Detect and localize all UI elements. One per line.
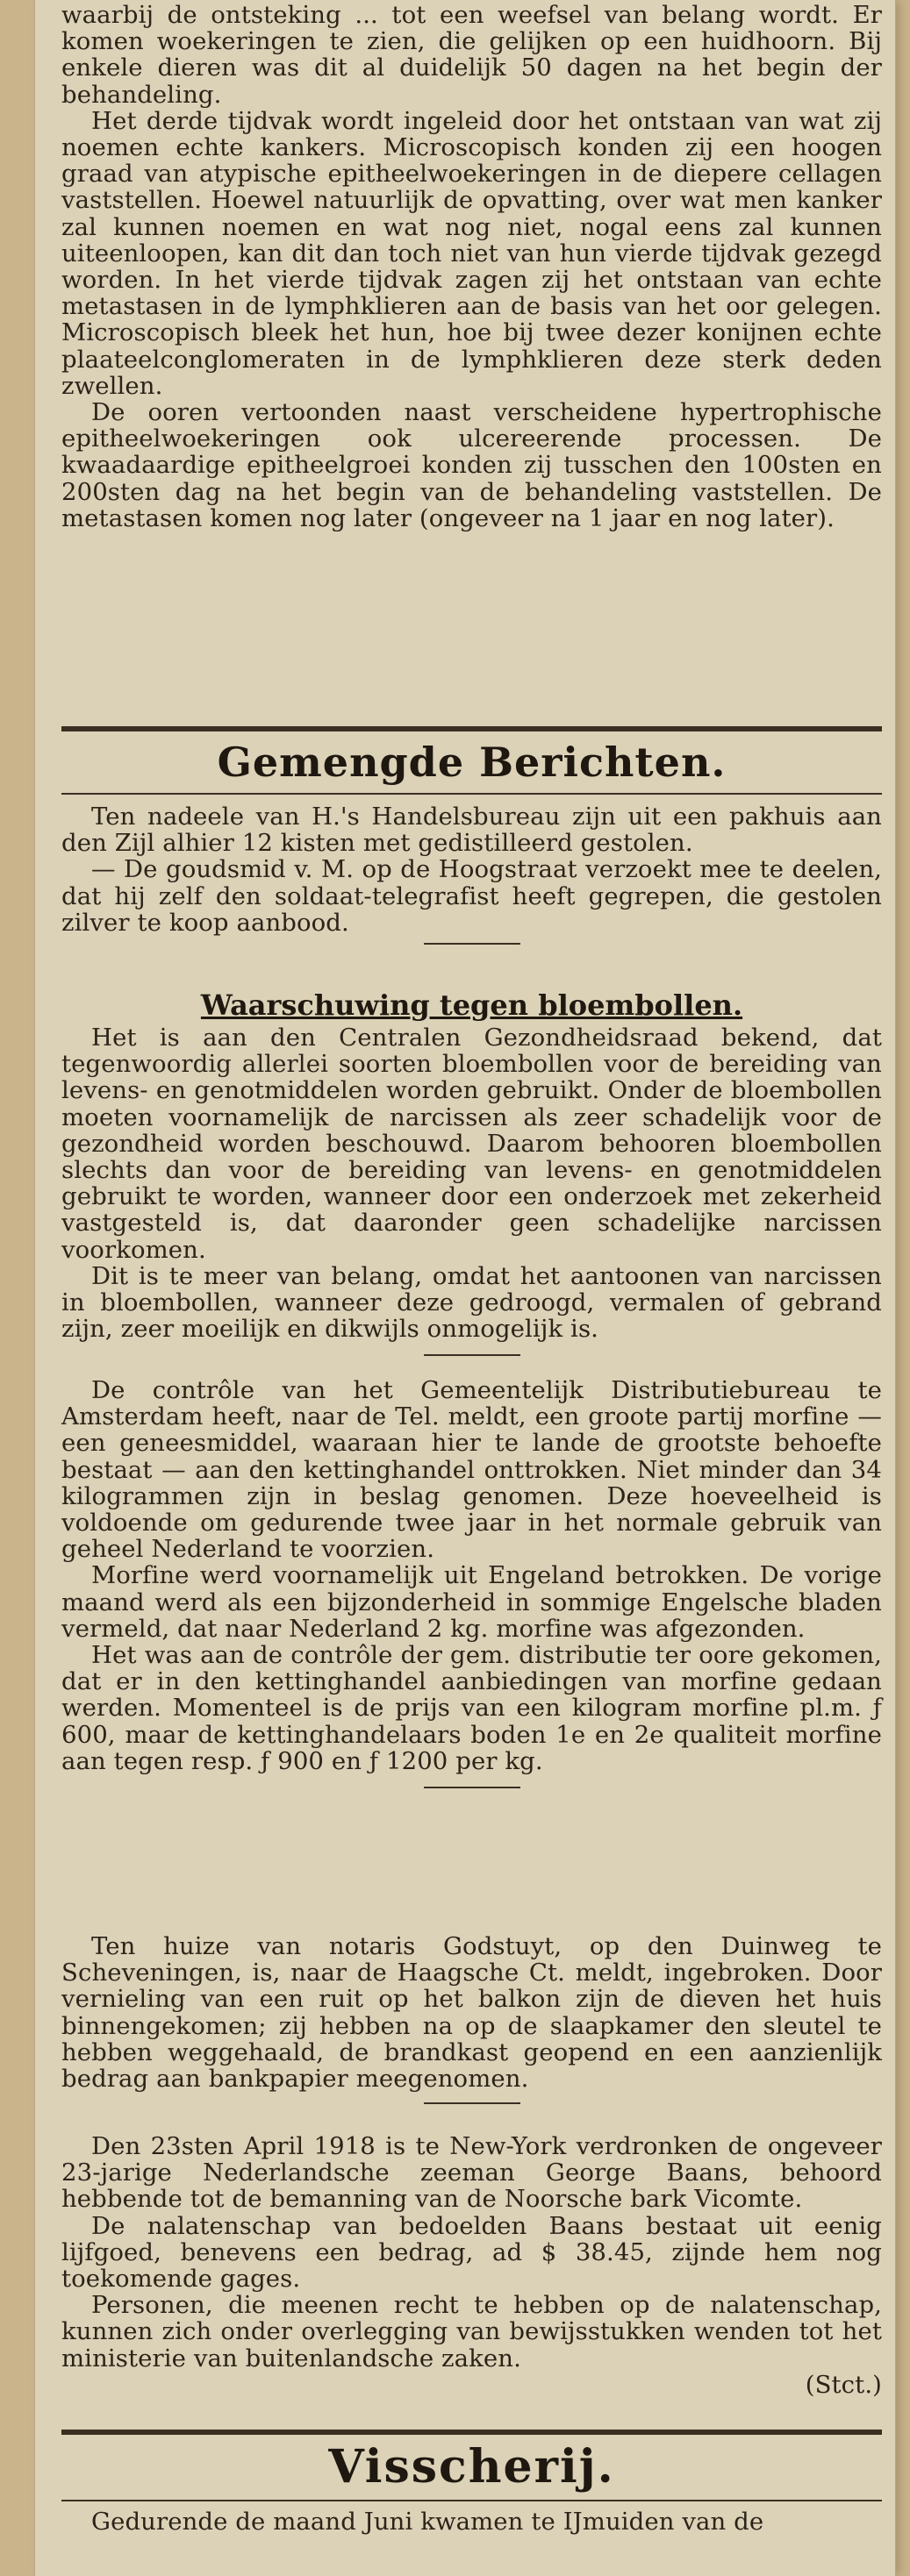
news-item: — De goudsmid v. M. op de Hoogstraat verzoekt mee te deelen, dat hij zelf den soldaat-telegrafist heeft gegrepen, die gestolen zilver te koop aanbood.	[61, 855, 882, 937]
section-bloembollen	[61, 986, 882, 1356]
section-title: Gemengde Berichten.	[217, 739, 727, 786]
article-paragraph: Het derde tijdvak wordt ingeleid door het ontstaan van wat zij noemen echte kankers. Microscopisch konden zij een hoogen graad van atypische epitheelwoekeringen in de diepere cellagen vaststellen. Hoewel natuurlijk de opvatting, over wat men kanker zal kunnen noemen en wat nog niet, nogal eens zal kunnen uiteenloopen, kan dit dan toch niet van hun vierde tijdvak gezegd worden. In het vierde tijdvak zagen zij het ontstaan van echte metastasen in de lymphklieren aan de basis van het oor gelegen. Microscopisch bleek het hun, hoe bij twee dezer konijnen echte plaateelconglomeraten in de lymphklieren deze sterk deden zwellen.	[61, 106, 882, 400]
section-rule	[61, 793, 882, 795]
item-separator	[424, 2102, 520, 2104]
section-godstuyt	[61, 1933, 882, 2104]
newspaper-clipping	[35, 0, 895, 2576]
section-rule	[61, 2500, 882, 2501]
source-note: (Stct.)	[805, 2370, 882, 2399]
article-paragraph: Ten huize van notaris Godstuyt, op den Duinweg te Scheveningen, is, naar de Haagsche Ct. meldt, ingebroken. Door vernieling van een ruit op het balkon zijn de dieven het huis binnengekomen; zij hebben na op de slaapkamer den sleutel te hebben weggehaald, de brandkast geopend en een aanzienlijk bedrag aan bankpapier meegenomen.	[61, 1932, 882, 2094]
article-paragraph: Het was aan de contrôle der gem. distributie ter oore gekomen, dat er in den kettinghandel aanbiedingen van morfine gedaan werden. Momenteel is de prijs van een kilogram morfine pl.m. ƒ 600, maar de kettinghandelaars boden 1e en 2e qualiteit morfine aan tegen resp. ƒ 900 en ƒ 1200 per kg.	[61, 1641, 882, 1775]
article-paragraph: Het is aan den Centralen Gezondheidsraad bekend, dat tegenwoordig allerlei soorten bloembollen voor de bereiding van levens- en genotmiddelen worden gebruikt. Onder de bloembollen moeten voornamelijk de narcissen als zeer schadelijk voor de gezondheid worden beschouwd. Daarom behooren bloembollen slechts dan voor de bereiding van levens- en genotmiddelen gebruikt te worden, wanneer door een onderzoek met zekerheid vastgesteld is, dat daaronder geen schadelijke narcissen voorkomen.	[61, 1024, 882, 1264]
section-morfine	[61, 1377, 882, 1788]
article-paragraph: De ooren vertoonden naast verscheidene hypertrophische epitheelwoekeringen ook ulcereerende processen. De kwaadaardige epitheelgroei konden zij tusschen den 100sten en 200sten dag na het begin van de behandeling vaststellen. De metastasen komen nog later (ongeveer na 1 jaar en nog later).	[61, 398, 882, 532]
section-gemengde-berichten	[61, 726, 882, 945]
item-separator	[424, 1787, 520, 1788]
article-paragraph: Gedurende de maand Juni kwamen te IJmuiden van de	[91, 2508, 764, 2536]
article-paragraph: waarbij de ontsteking ... tot een weefsel van belang wordt. Er komen woekeringen te zien, die gelijken op een huidhoorn. Bij enkele dieren was dit al duidelijk 50 dagen na het begin der behandeling.	[61, 1, 882, 109]
news-item: Ten nadeele van H.'s Handelsbureau zijn uit een pakhuis aan den Zijl alhier 12 kisten met gedistilleerd gestolen.	[61, 803, 882, 858]
article-paragraph: Dit is te meer van belang, omdat het aantoonen van narcissen in bloembollen, wanneer deze gedroogd, vermalen of gebrand zijn, zeer moeilijk en dikwijls onmogelijk is.	[61, 1261, 882, 1344]
article-continuation	[61, 2, 882, 532]
article-paragraph: De contrôle van het Gemeentelijk Distributiebureau te Amsterdam heeft, naar de Tel. meldt, een groote partij morfine — een geneesmiddel, waaraan hier te lande de grootste behoefte bestaat — aan den kettinghandel onttrokken. Niet minder dan 34 kilogrammen zijn in beslag genomen. Deze hoeveelheid is voldoende om gedurende twee jaar in het normale gebruik van geheel Nederland te voorzien.	[61, 1376, 882, 1564]
article-paragraph: De nalatenschap van bedoelden Baans bestaat uit eenig lijfgoed, benevens een bedrag, ad $ 38.45, zijnde hem nog toekomende gages.	[61, 2211, 882, 2294]
article-paragraph: Personen, die meenen recht te hebben op de nalatenschap, kunnen zich onder overlegging van bewijsstukken wenden tot het ministerie van buitenlandsche zaken.	[61, 2291, 882, 2373]
article-paragraph: Morfine werd voornamelijk uit Engeland betrokken. De vorige maand werd als een bijzonderheid in sommige Engelsche bladen vermeld, dat naar Nederland 2 kg. morfine was afgezonden.	[61, 1561, 882, 1643]
section-title: Waarschuwing tegen bloembollen.	[200, 988, 743, 1022]
item-separator	[424, 943, 520, 945]
section-title: Visscherij.	[328, 2440, 615, 2494]
section-baans	[61, 2133, 882, 2398]
article-paragraph: Den 23sten April 1918 is te New-York verdronken de ongeveer 23-jarige Nederlandsche zeeman George Baans, behoord hebbende tot de bemanning van de Noorsche bark Vicomte.	[61, 2132, 882, 2214]
item-separator	[424, 1354, 520, 1356]
section-visscherij	[61, 2430, 882, 2535]
